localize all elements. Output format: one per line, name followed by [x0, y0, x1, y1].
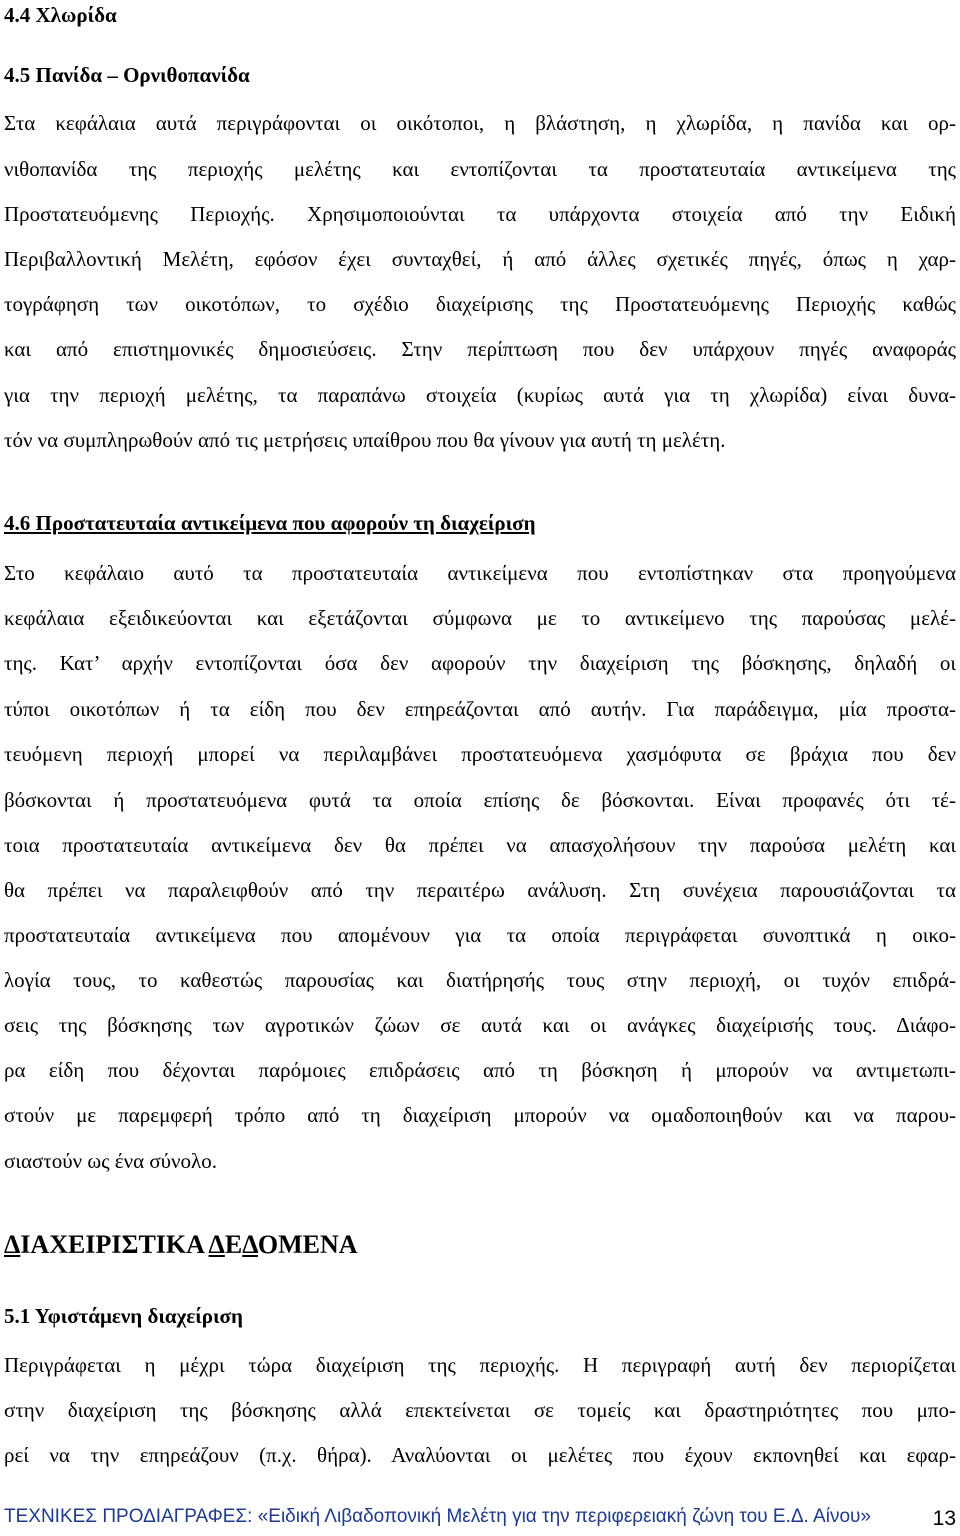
text-line: νιθοπανίδα της περιοχής μελέτης και εντοπίζονται τα προστατευταία αντικείμενα της: [4, 157, 956, 181]
section-heading-part: ΟΜΕΝΑ: [257, 1230, 358, 1259]
section-heading-part: Δ: [208, 1230, 225, 1259]
heading-4-4: 4.4 Χλωρίδα: [4, 3, 117, 27]
text-line: για την περιοχή μελέτης, τα παραπάνω στοιχεία (κυρίως αυτά για τη χλωρίδα) είναι δυνα-: [4, 383, 956, 407]
text-line: ρεί να την επηρεάζουν (π.χ. θήρα). Αναλύονται οι μελέτες που έχουν εκπονηθεί και εφαρ-: [4, 1443, 956, 1467]
text-line: τόν να συμπληρωθούν από τις μετρήσεις υπαίθρου που θα γίνουν για αυτή τη μελέτη.: [4, 428, 726, 452]
text-line: προστατευταία αντικείμενα που απομένουν για τα οποία περιγράφεται συνοπτικά η οικο-: [4, 923, 956, 947]
text-line: τοια προστατευταία αντικείμενα δεν θα πρέπει να απασχολήσουν την παρούσα μελέτη και: [4, 833, 956, 857]
text-line: Στα κεφάλαια αυτά περιγράφονται οι οικότοποι, η βλάστηση, η χλωρίδα, η πανίδα και ορ-: [4, 111, 956, 135]
text-line: θα πρέπει να παραλειφθούν από την περαιτέρω ανάλυση. Στη συνέχεια παρουσιάζονται τα: [4, 878, 956, 902]
text-line: τογράφηση των οικοτόπων, το σχέδιο διαχείρισης της Προστατευόμενης Περιοχής καθώς: [4, 292, 956, 316]
text-line: κεφάλαια εξειδικεύονται και εξετάζονται σύμφωνα με το αντικείμενο της παρούσας μελέ-: [4, 606, 956, 630]
section-heading-part: Ε: [224, 1230, 243, 1259]
page-footer: [4, 1502, 956, 1532]
heading-4-5: 4.5 Πανίδα – Ορνιθοπανίδα: [4, 63, 250, 87]
text-line: Προστατευόμενης Περιοχής. Χρησιμοποιούνται τα υπάρχοντα στοιχεία από την Ειδική: [4, 202, 956, 226]
section-heading-management-data: [4, 1228, 358, 1262]
text-line: βόσκονται ή προστατευόμενα φυτά τα οποία επίσης δε βόσκονται. Είναι προφανές ότι τέ-: [4, 788, 956, 812]
text-line: σιαστούν ως ένα σύνολο.: [4, 1149, 217, 1173]
text-line: τευόμενη περιοχή μπορεί να περιλαμβάνει προστατευόμενα χασμόφυτα σε βράχια που δεν: [4, 742, 956, 766]
heading-5-1: 5.1 Υφιστάμενη διαχείριση: [4, 1304, 243, 1328]
text-line: στην διαχείριση της βόσκησης αλλά επεκτείνεται σε τομείς και δραστηριότητες που μπο-: [4, 1398, 956, 1422]
text-line: ρα είδη που δέχονται παρόμοιες επιδράσεις από τη βόσκηση ή μπορούν να αντιμετωπι-: [4, 1058, 956, 1082]
text-line: σεις της βόσκησης των αγροτικών ζώων σε αυτά και οι ανάγκες διαχείρισής τους. Διάφο-: [4, 1013, 956, 1037]
text-line: Στο κεφάλαιο αυτό τα προστατευταία αντικείμενα που εντοπίστηκαν στα προηγούμενα: [4, 561, 956, 585]
page-number: 13: [932, 1507, 956, 1530]
heading-4-6-text: 4.6 Προστατευταία αντικείμενα που αφορούν τη διαχείριση: [4, 511, 536, 535]
text-line: της. Κατ’ αρχήν εντοπίζονται όσα δεν αφορούν την διαχείριση της βόσκησης, δηλαδή οι: [4, 651, 956, 675]
footer-title: ΤΕΧΝΙΚΕΣ ΠΡΟΔΙΑΓΡΑΦΕΣ: «Ειδική Λιβαδοπονική Μελέτη για την περιφερειακή ζώνη του Ε.Δ. Αίνου»: [4, 1506, 871, 1527]
text-line: Περιγράφεται η μέχρι τώρα διαχείριση της περιοχής. Η περιγραφή αυτή δεν περιορίζεται: [4, 1353, 956, 1377]
text-line: Περιβαλλοντική Μελέτη, εφόσον έχει συνταχθεί, ή από άλλες σχετικές πηγές, όπως η χαρ-: [4, 247, 956, 271]
section-heading-part: Δ: [242, 1230, 258, 1259]
text-line: λογία τους, το καθεστώς παρουσίας και διατήρησής τους στην περιοχή, οι τυχόν επιδρά-: [4, 968, 956, 992]
text-line: και από επιστημονικές δημοσιεύσεις. Στην περίπτωση που δεν υπάρχουν πηγές αναφοράς: [4, 337, 956, 361]
text-line: τύποι οικοτόπων ή τα είδη που δεν επηρεάζονται από αυτήν. Για παράδειγμα, μία προστα-: [4, 697, 956, 721]
text-line: στούν με παρεμφερή τρόπο από τη διαχείριση μπορούν να ομαδοποιηθούν και να παρου-: [4, 1103, 956, 1127]
heading-4-6: [4, 508, 956, 538]
section-heading-part: Δ: [4, 1230, 21, 1259]
section-heading-part: ΙΑΧΕΙΡΙΣΤΙΚΑ: [20, 1230, 209, 1259]
